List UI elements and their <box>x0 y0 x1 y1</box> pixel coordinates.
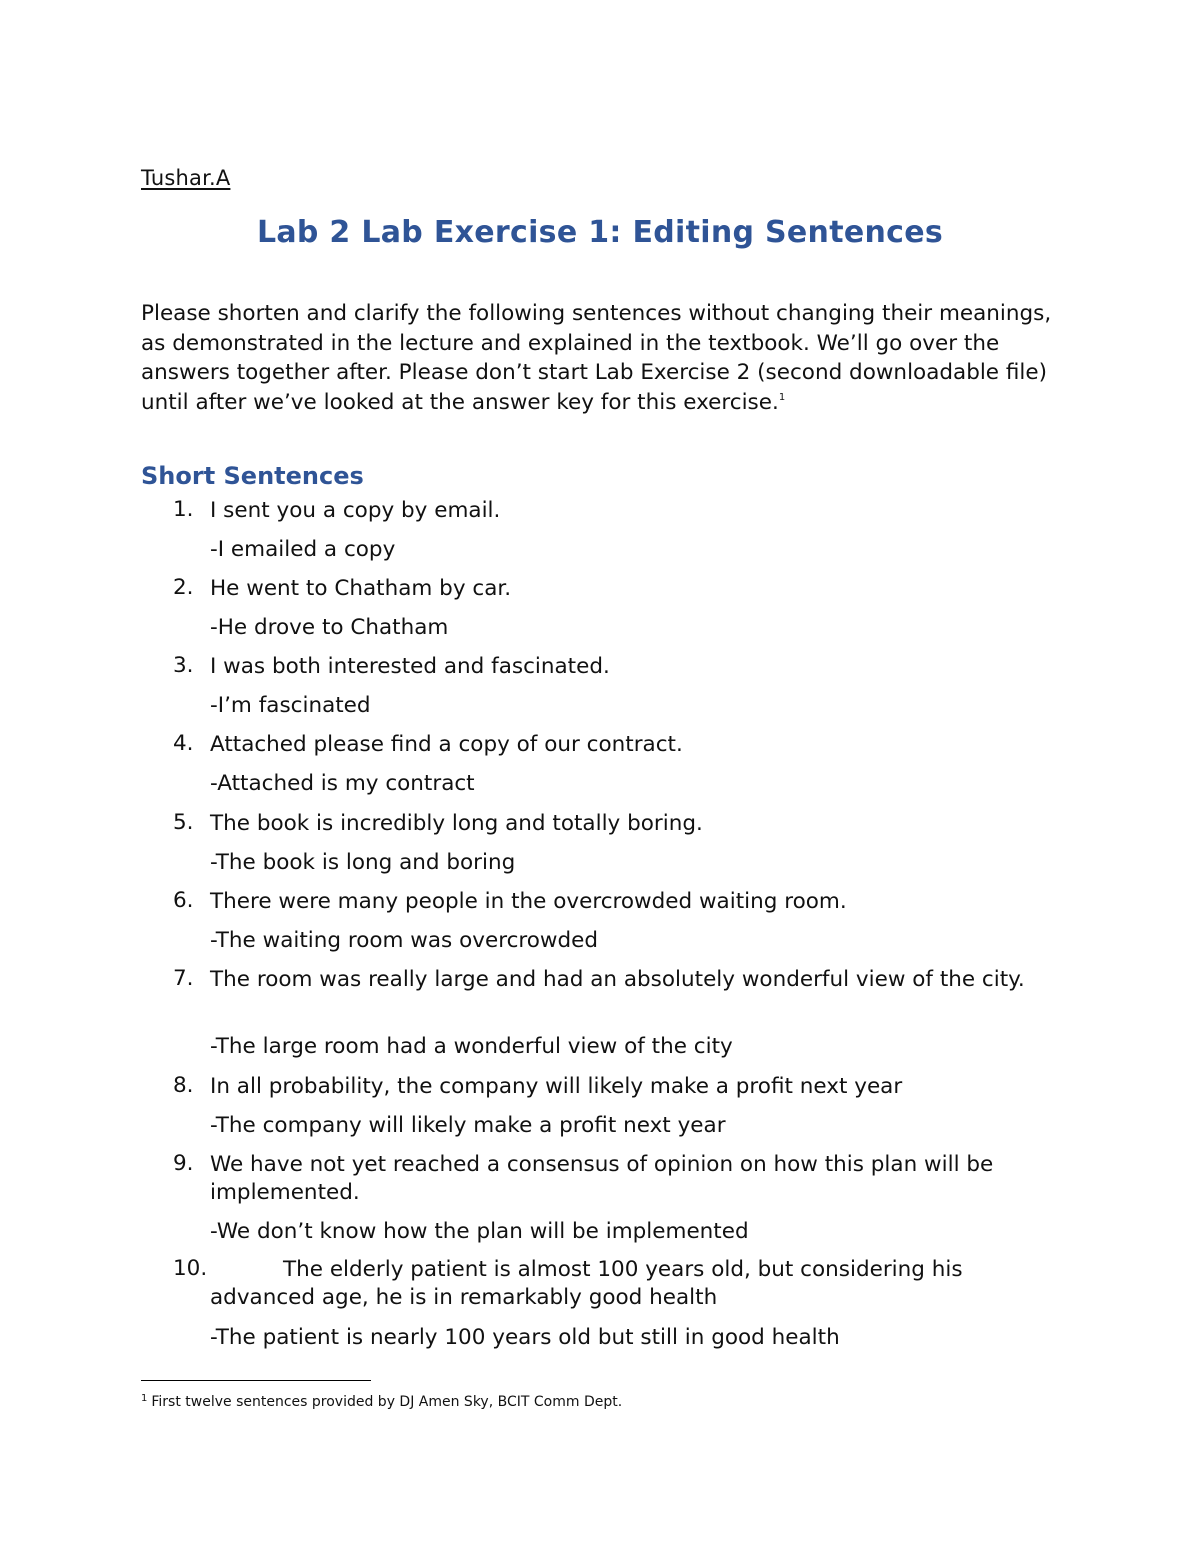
list-item-number: 5. <box>173 810 194 835</box>
list-item-number: 1. <box>173 497 194 522</box>
footnote-divider <box>141 1380 371 1381</box>
footnote-mark: 1 <box>141 1393 148 1404</box>
page-title: Lab 2 Lab Exercise 1: Editing Sentences <box>256 215 944 250</box>
list-item-answer: -We don’t know how the plan will be implemented <box>210 1219 749 1244</box>
list-item-answer: -I emailed a copy <box>210 537 396 562</box>
intro-text: Please shorten and clarify the following sentences without changing their meanings, as demonstrated in the lecture and explained in the textbook. We’ll go over the answers together after. Please don’t start Lab Exercise 2 (second downloadable file) until after we’ve looked at the answer key for this exercise. <box>141 301 1052 415</box>
list-item-question: The book is incredibly long and totally boring. <box>210 811 703 836</box>
list-item-answer: -The patient is nearly 100 years old but still in good health <box>210 1325 840 1350</box>
list-item-answer: -The company will likely make a profit next year <box>210 1113 726 1138</box>
list-item-answer: -The book is long and boring <box>210 850 516 875</box>
list-item-number: 7. <box>173 966 194 991</box>
list-item-question: In all probability, the company will likely make a profit next year <box>210 1074 903 1099</box>
list-item-answer: -The large room had a wonderful view of the city <box>210 1034 733 1059</box>
list-item-number: 9. <box>173 1151 194 1176</box>
list-item-question: Attached please find a copy of our contract. <box>210 732 683 757</box>
list-item-answer: -I’m fascinated <box>210 693 371 718</box>
list-item-question: There were many people in the overcrowded waiting room. <box>210 889 847 914</box>
footnote <box>141 1393 622 1410</box>
list-item-number: 8. <box>173 1073 194 1098</box>
list-item-question: The room was really large and had an absolutely wonderful view of the city. <box>210 967 1025 992</box>
list-item-answer: -He drove to Chatham <box>210 615 449 640</box>
list-item-question: The elderly patient is almost 100 years old, but considering his advanced age, he is in remarkably good health <box>210 1257 963 1310</box>
footnote-text: First twelve sentences provided by DJ Amen Sky, BCIT Comm Dept. <box>151 1394 623 1410</box>
list-item-question: I was both interested and fascinated. <box>210 654 610 679</box>
list-item-question: I sent you a copy by email. <box>210 498 501 523</box>
list-item-number: 3. <box>173 653 194 678</box>
intro-footnote-mark: 1 <box>778 391 786 403</box>
list-item-question: We have not yet reached a consensus of opinion on how this plan will be implemented. <box>210 1152 994 1205</box>
list-item-answer: -The waiting room was overcrowded <box>210 928 599 953</box>
list-item-number: 2. <box>173 575 194 600</box>
author-name: Tushar.A <box>141 166 231 190</box>
intro-paragraph <box>141 299 1061 417</box>
list-item-answer: -Attached is my contract <box>210 771 475 796</box>
section-heading: Short Sentences <box>141 462 364 490</box>
list-item-number: 10. <box>173 1256 208 1281</box>
list-item-question: He went to Chatham by car. <box>210 576 512 601</box>
list-item-number: 6. <box>173 888 194 913</box>
list-item-number: 4. <box>173 731 194 756</box>
